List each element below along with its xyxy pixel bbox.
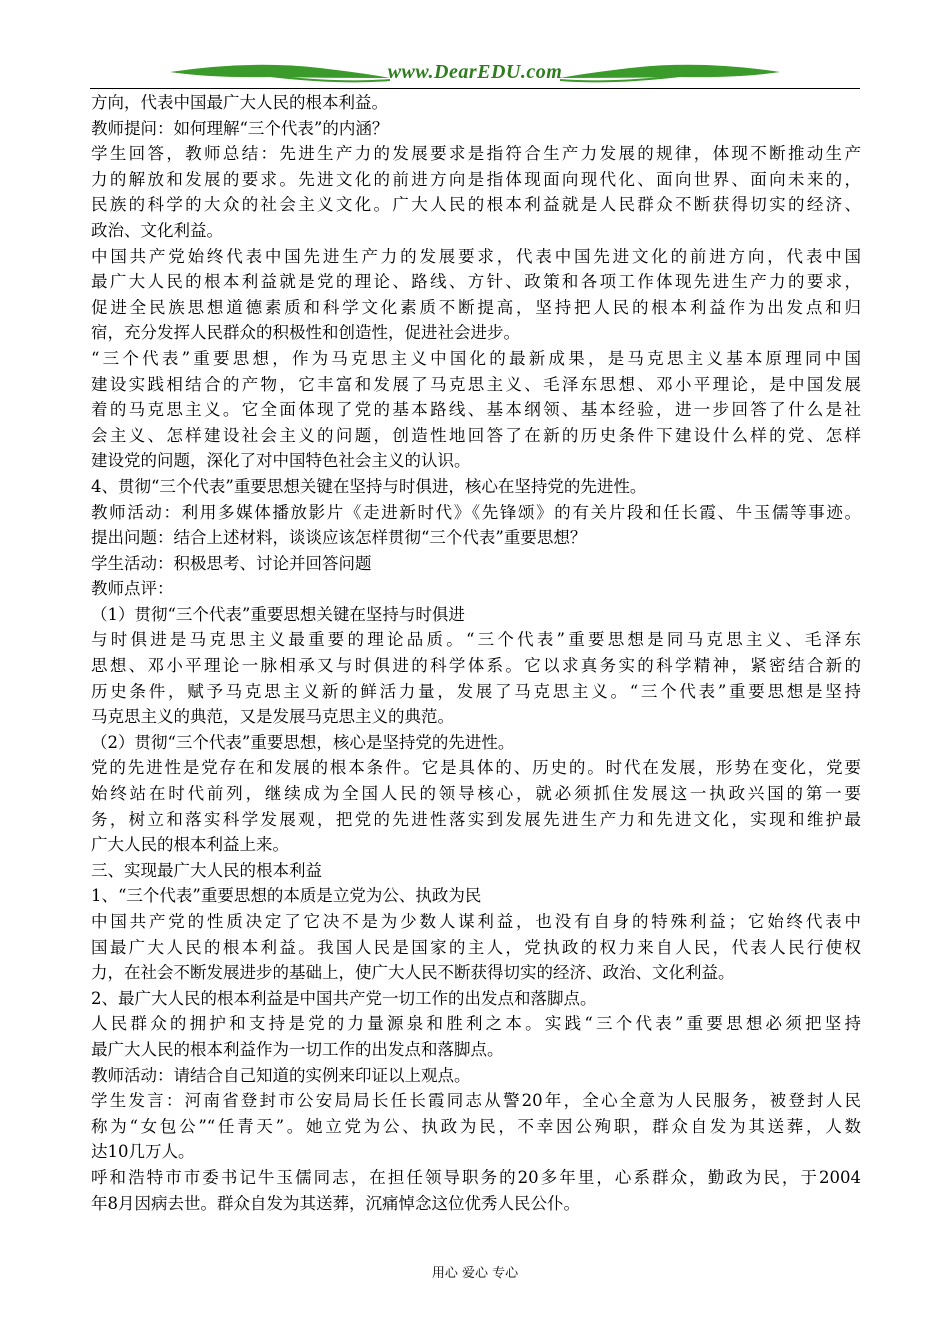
text-line: 马克思主义的典范，又是发展马克思主义的典范。 [91, 707, 454, 727]
text-line: 始终站在时代前列，继续成为全国人民的领导核心，就必须抓住发展这一执政兴国的第一要 [91, 784, 861, 804]
text-line: 1、“三个代表”重要思想的本质是立党为公、执政为民 [91, 886, 482, 906]
text-line: 务，树立和落实科学发展观，把党的先进性落实到发展先进生产力和先进文化，实现和维护最 [91, 809, 861, 829]
text-line: 广大人民的根本利益上来。 [91, 835, 289, 855]
text-line: 教师活动：利用多媒体播放影片《走进新时代》《先锋颂》的有关片段和任长霞、牛玉儒等事迹。 [91, 502, 861, 522]
text-line: 教师点评： [91, 579, 174, 599]
text-line: （2）贯彻“三个代表”重要思想，核心是坚持党的先进性。 [91, 732, 515, 752]
text-line: 着的马克思主义。它全面体现了党的基本路线、基本纲领、基本经验，进一步回答了什么是社 [91, 400, 861, 420]
text-line: 教师活动：请结合自己知道的实例来印证以上观点。 [91, 1065, 471, 1085]
text-line: 建设实践相结合的产物，它丰富和发展了马克思主义、毛泽东思想、邓小平理论，是中国发展 [91, 374, 861, 394]
text-line: 人民群众的拥护和支持是党的力量源泉和胜利之本。实践“三个代表”重要思想必须把坚持 [91, 1014, 861, 1034]
text-line: 呼和浩特市市委书记牛玉儒同志，在担任领导职务的20多年里，心系群众，勤政为民，于2004 [91, 1167, 861, 1187]
text-line: 2、最广大人民的根本利益是中国共产党一切工作的出发点和落脚点。 [91, 988, 597, 1008]
text-line: 民族的科学的大众的社会主义文化。广大人民的根本利益就是人民群众不断获得切实的经济、 [91, 195, 861, 215]
text-line: 国最广大人民的根本利益。我国人民是国家的主人，党执政的权力来自人民，代表人民行使权 [91, 937, 861, 957]
text-line: 力，在社会不断发展进步的基础上，使广大人民不断获得切实的经济、政治、文化利益。 [91, 963, 735, 983]
section-heading: 三、实现最广大人民的根本利益 [91, 860, 322, 880]
text-line: 会主义、怎样建设社会主义的问题，创造性地回答了在新的历史条件下建设什么样的党、怎样 [91, 425, 861, 445]
text-line: 历史条件，赋予马克思主义新的鲜活力量，发展了马克思主义。“三个代表”重要思想是坚持 [91, 681, 861, 701]
text-line: 学生回答，教师总结：先进生产力的发展要求是指符合生产力发展的规律，体现不断推动生产 [91, 144, 861, 164]
text-line: 思想、邓小平理论一脉相承又与时俱进的科学体系。它以求真务实的科学精神，紧密结合新的 [91, 656, 861, 676]
text-line: 促进全民族思想道德素质和科学文化素质不断提高，坚持把人民的根本利益作为出发点和归 [91, 297, 861, 317]
document-body [91, 90, 861, 1216]
text-line: 学生发言：河南省登封市公安局局长任长霞同志从警20年，全心全意为人民服务，被登封人民 [91, 1091, 861, 1111]
text-line: 中国共产党的性质决定了它决不是为少数人谋利益，也没有自身的特殊利益；它始终代表中 [91, 912, 861, 931]
text-line: 学生活动：积极思考、讨论并回答问题 [91, 553, 372, 573]
header-divider [90, 88, 860, 89]
text-line: 提出问题：结合上述材料，谈谈应该怎样贯彻“三个代表”重要思想？ [91, 528, 587, 548]
text-line: 政治、文化利益。 [91, 220, 223, 240]
text-line: 称为“女包公”“任青天”。她立党为公、执政为民，不幸因公殉职，群众自发为其送葬，人数 [91, 1116, 861, 1136]
text-line: （1）贯彻“三个代表”重要思想关键在坚持与时俱进 [91, 604, 465, 624]
text-line: 4、贯彻“三个代表”重要思想关键在坚持与时俱进，核心在坚持党的先进性。 [91, 476, 647, 496]
text-line: “三个代表”重要思想，作为马克思主义中国化的最新成果，是马克思主义基本原理同中国 [91, 348, 861, 368]
text-line: 与时俱进是马克思主义最重要的理论品质。“三个代表”重要思想是同马克思主义、毛泽东 [91, 630, 861, 650]
text-line: 中国共产党始终代表中国先进生产力的发展要求，代表中国先进文化的前进方向，代表中国 [91, 246, 861, 266]
text-line: 达10几万人。 [91, 1142, 195, 1162]
site-header [90, 58, 860, 92]
page-footer: 用心 爱心 专心 [431, 1266, 519, 1281]
text-line: 最广大人民的根本利益作为一切工作的出发点和落脚点。 [91, 1039, 504, 1059]
text-line: 最广大人民的根本利益就是党的理论、路线、方针、政策和各项工作体现先进生产力的要求， [91, 272, 861, 292]
text-line: 力的解放和发展的要求。先进文化的前进方向是指体现面向现代化、面向世界、面向未来的， [91, 169, 861, 189]
text-line: 宿，充分发挥人民群众的积极性和创造性，促进社会进步。 [91, 323, 520, 343]
text-line: 建设党的问题，深化了对中国特色社会主义的认识。 [91, 451, 471, 471]
text-line: 方向，代表中国最广大人民的根本利益。 [91, 93, 388, 112]
text-line: 教师提问：如何理解“三个代表”的内涵？ [91, 118, 389, 138]
site-url[interactable]: www.DearEDU.com [387, 61, 563, 83]
text-line: 党的先进性是党存在和发展的根本条件。它是具体的、历史的。时代在发展，形势在变化，党要 [91, 758, 861, 778]
text-line: 年8月因病去世。群众自发为其送葬，沉痛悼念这位优秀人民公仆。 [91, 1193, 580, 1213]
